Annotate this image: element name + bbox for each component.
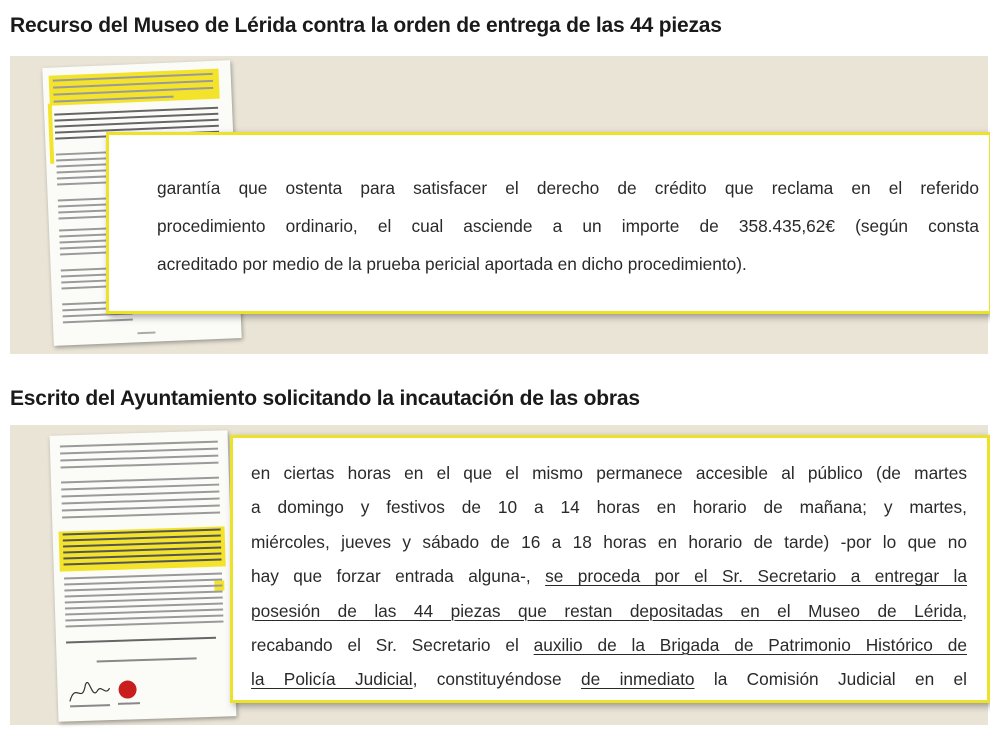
thumbnail-text-line (62, 498, 220, 505)
signature-and-seal-icon (65, 669, 146, 711)
thumbnail-text-line (137, 332, 155, 335)
text-segment: , (962, 600, 967, 621)
thumbnail-text-line (62, 512, 220, 519)
thumbnail-text-line (60, 448, 218, 455)
text-segment: en ciertas horas en el que el mismo permanece accesible al público (de martes (251, 463, 967, 483)
text-segment: hay que forzar entrada alguna-, (251, 566, 546, 587)
thumbnail-text-line (61, 484, 219, 491)
thumbnail-text-line (61, 491, 219, 498)
excerpt-line (251, 525, 967, 559)
section1-title: Recurso del Museo de Lérida contra la orden de entrega de las 44 piezas (10, 14, 722, 37)
underlined-segment: auxilio de la Brigada de Patrimonio Histórico de (533, 635, 967, 656)
thumbnail-text-line (66, 620, 224, 627)
text-segment: la Comisión Judicial en el (694, 669, 967, 690)
excerpt-line (251, 628, 967, 662)
thumbnail-text-line (63, 318, 133, 323)
section2-title: Escrito del Ayuntamiento solicitando la incautación de las obras (10, 387, 640, 410)
excerpt-text-recurso (157, 169, 979, 283)
excerpt-line: procedimiento ordinario, el cual asciende a un importe de 358.435,62€ (según consta (157, 216, 979, 236)
thumbnail-text-line (61, 462, 219, 469)
thumbnail-text-line (62, 505, 220, 512)
section2-panel (10, 425, 988, 725)
text-segment: recabando el Sr. Secretario el (251, 635, 534, 656)
excerpt-text-escrito (251, 456, 967, 697)
thumbnail-text-line (66, 637, 216, 644)
excerpt-line: acreditado por medio de la prueba pericial aportada en dicho procedimiento). (157, 254, 747, 274)
zoomed-excerpt-recurso (106, 132, 990, 314)
excerpt-line (251, 456, 967, 490)
underlined-segment: de inmediato (581, 669, 695, 690)
excerpt-line (251, 662, 967, 696)
thumbnail-text-line (60, 455, 218, 462)
document-thumbnail-escrito (50, 430, 237, 721)
thumbnail-text-line (60, 441, 218, 448)
excerpt-line (251, 559, 967, 593)
thumbnail-text-line (97, 657, 197, 662)
zoomed-excerpt-escrito (230, 435, 990, 703)
excerpt-line (251, 594, 967, 628)
section1-panel (10, 56, 988, 354)
excerpt-line: garantía que ostenta para satisfacer el derecho de crédito que reclama en el referido (157, 178, 979, 198)
thumbnail-text-line (61, 477, 219, 484)
underlined-segment: posesión de las 44 piezas que restan depositadas en el Museo de Lérida (251, 600, 963, 621)
text-segment: , constituyéndose (412, 669, 582, 690)
excerpt-line (251, 490, 967, 524)
underlined-segment: la Policía Judicial (251, 669, 413, 690)
text-segment: miércoles, jueves y sábado de 16 a 18 horas en horario de tarde) -por lo que no (251, 531, 967, 552)
underlined-segment: se proceda por el Sr. Secretario a entregar la (545, 566, 967, 587)
text-segment: a domingo y festivos de 10 a 14 horas en horario de mañana; y martes, (251, 497, 967, 518)
